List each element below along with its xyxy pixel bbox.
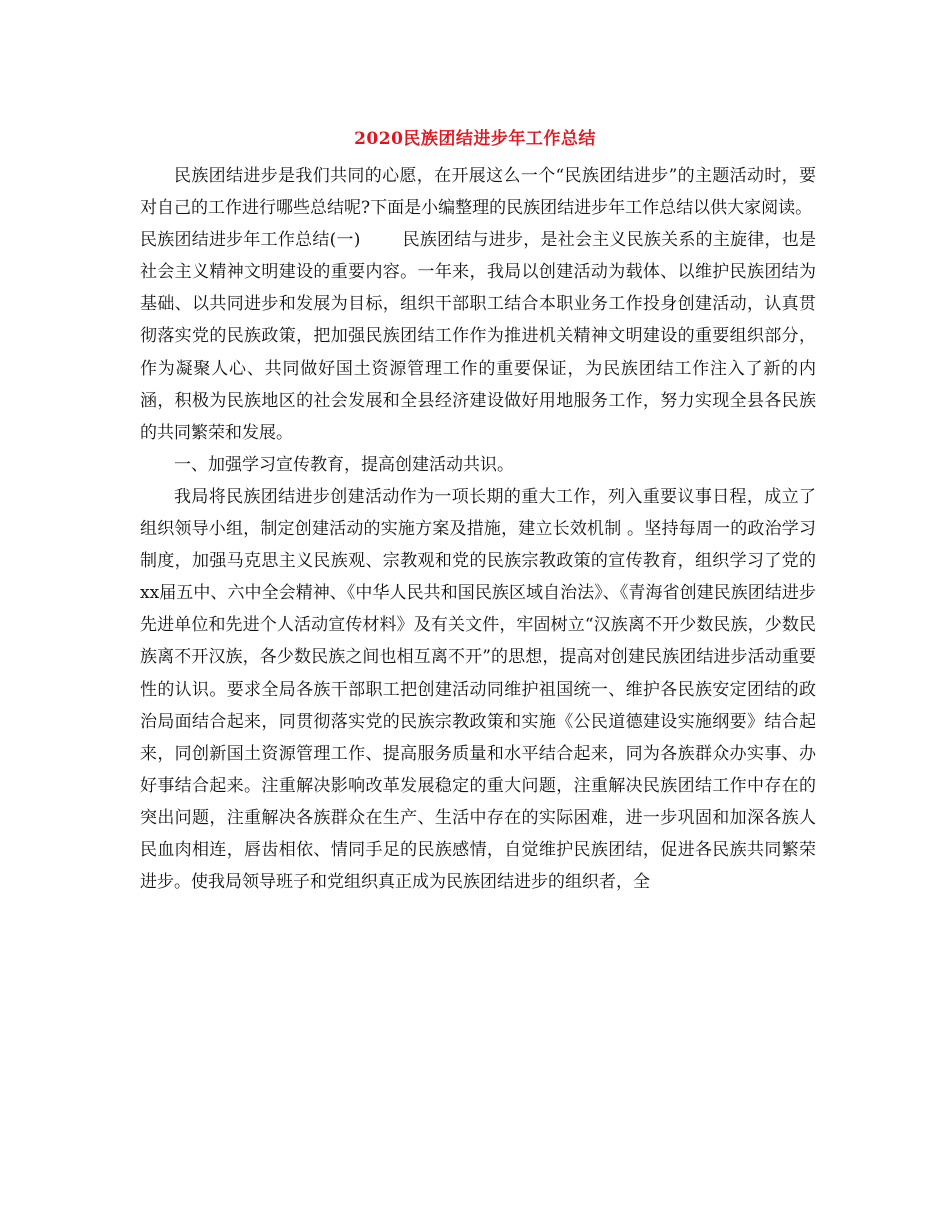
document-title: 2020民族团结进步年工作总结 bbox=[354, 129, 596, 149]
document-body bbox=[140, 160, 816, 898]
section-paragraph bbox=[140, 224, 816, 449]
intro-paragraph: 民族团结进步是我们共同的心愿，在开展这么一个“民族团结进步”的主题活动时，要对自己的工作进行哪些总结呢?下面是小编整理的民族团结进步年工作总结以供大家阅读。 bbox=[140, 166, 816, 219]
section-heading: 民族团结进步年工作总结(一) bbox=[140, 230, 361, 251]
point-one-heading: 一、加强学习宣传教育，提高创建活动共识。 bbox=[174, 454, 514, 475]
section-lead-text: 民族团结与进步，是社会主义民族关系的主旋律，也是社会主义精神文明建设的重要内容。一年来，我局以创建活动为载体、以维护民族团结为基础、以共同进步和发展为目标，组织干部职工结合本职业务工作投身创建活动，认真贯彻落实党的民族政策，把加强民族团结工作作为推进机关精神文明建设的重要组织部分，作为凝聚人心、共同做好国土资源管理工作的重要保证，为民族团结工作注入了新的内涵，积极为民族地区的社会发展和全县经济建设做好用地服务工作，努力实现全县各民族的共同繁荣和发展。 bbox=[140, 230, 817, 443]
point-one-body: 我局将民族团结进步创建活动作为一项长期的重大工作，列入重要议事日程，成立了组织领导小组，制定创建活动的实施方案及措施，建立长效机制 。坚持每周一的政治学习制度，加强马克思主义民族观、宗教观和党的民族宗教政策的宣传教育，组织学习了党的xx届五中、六中全会精神、《中华人民共和国民族区域自治法》、《青海省创建民族团结进步先进单位和先进个人活动宣传材料》及有关文件，牢固树立“汉族离不开少数民族，少数民族离不开汉族，各少数民族之间也相互离不开”的思想，提高对创建民族团结进步活动重要性的认识。要求全局各族干部职工把创建活动同维护祖国统一、维护各民族安定团结的政治局面结合起来，同贯彻落实党的民族宗教政策和实施《公民道德建设实施纲要》结合起来，同创新国土资源管理工作、提高服务质量和水平结合起来，同为各族群众办实事、办好事结合起来。注重解决影响改革发展稳定的重大问题，注重解决民族团结工作中存在的突出问题，注重解决各族群众在生产、生活中存在的实际困难，进一步巩固和加深各族人民血肉相连，唇齿相依、情同手足的民族感情，自觉维护民族团结，促进各民族共同繁荣进步。使我局领导班子和党组织真正成为民族团结进步的组织者，全 bbox=[140, 486, 816, 893]
